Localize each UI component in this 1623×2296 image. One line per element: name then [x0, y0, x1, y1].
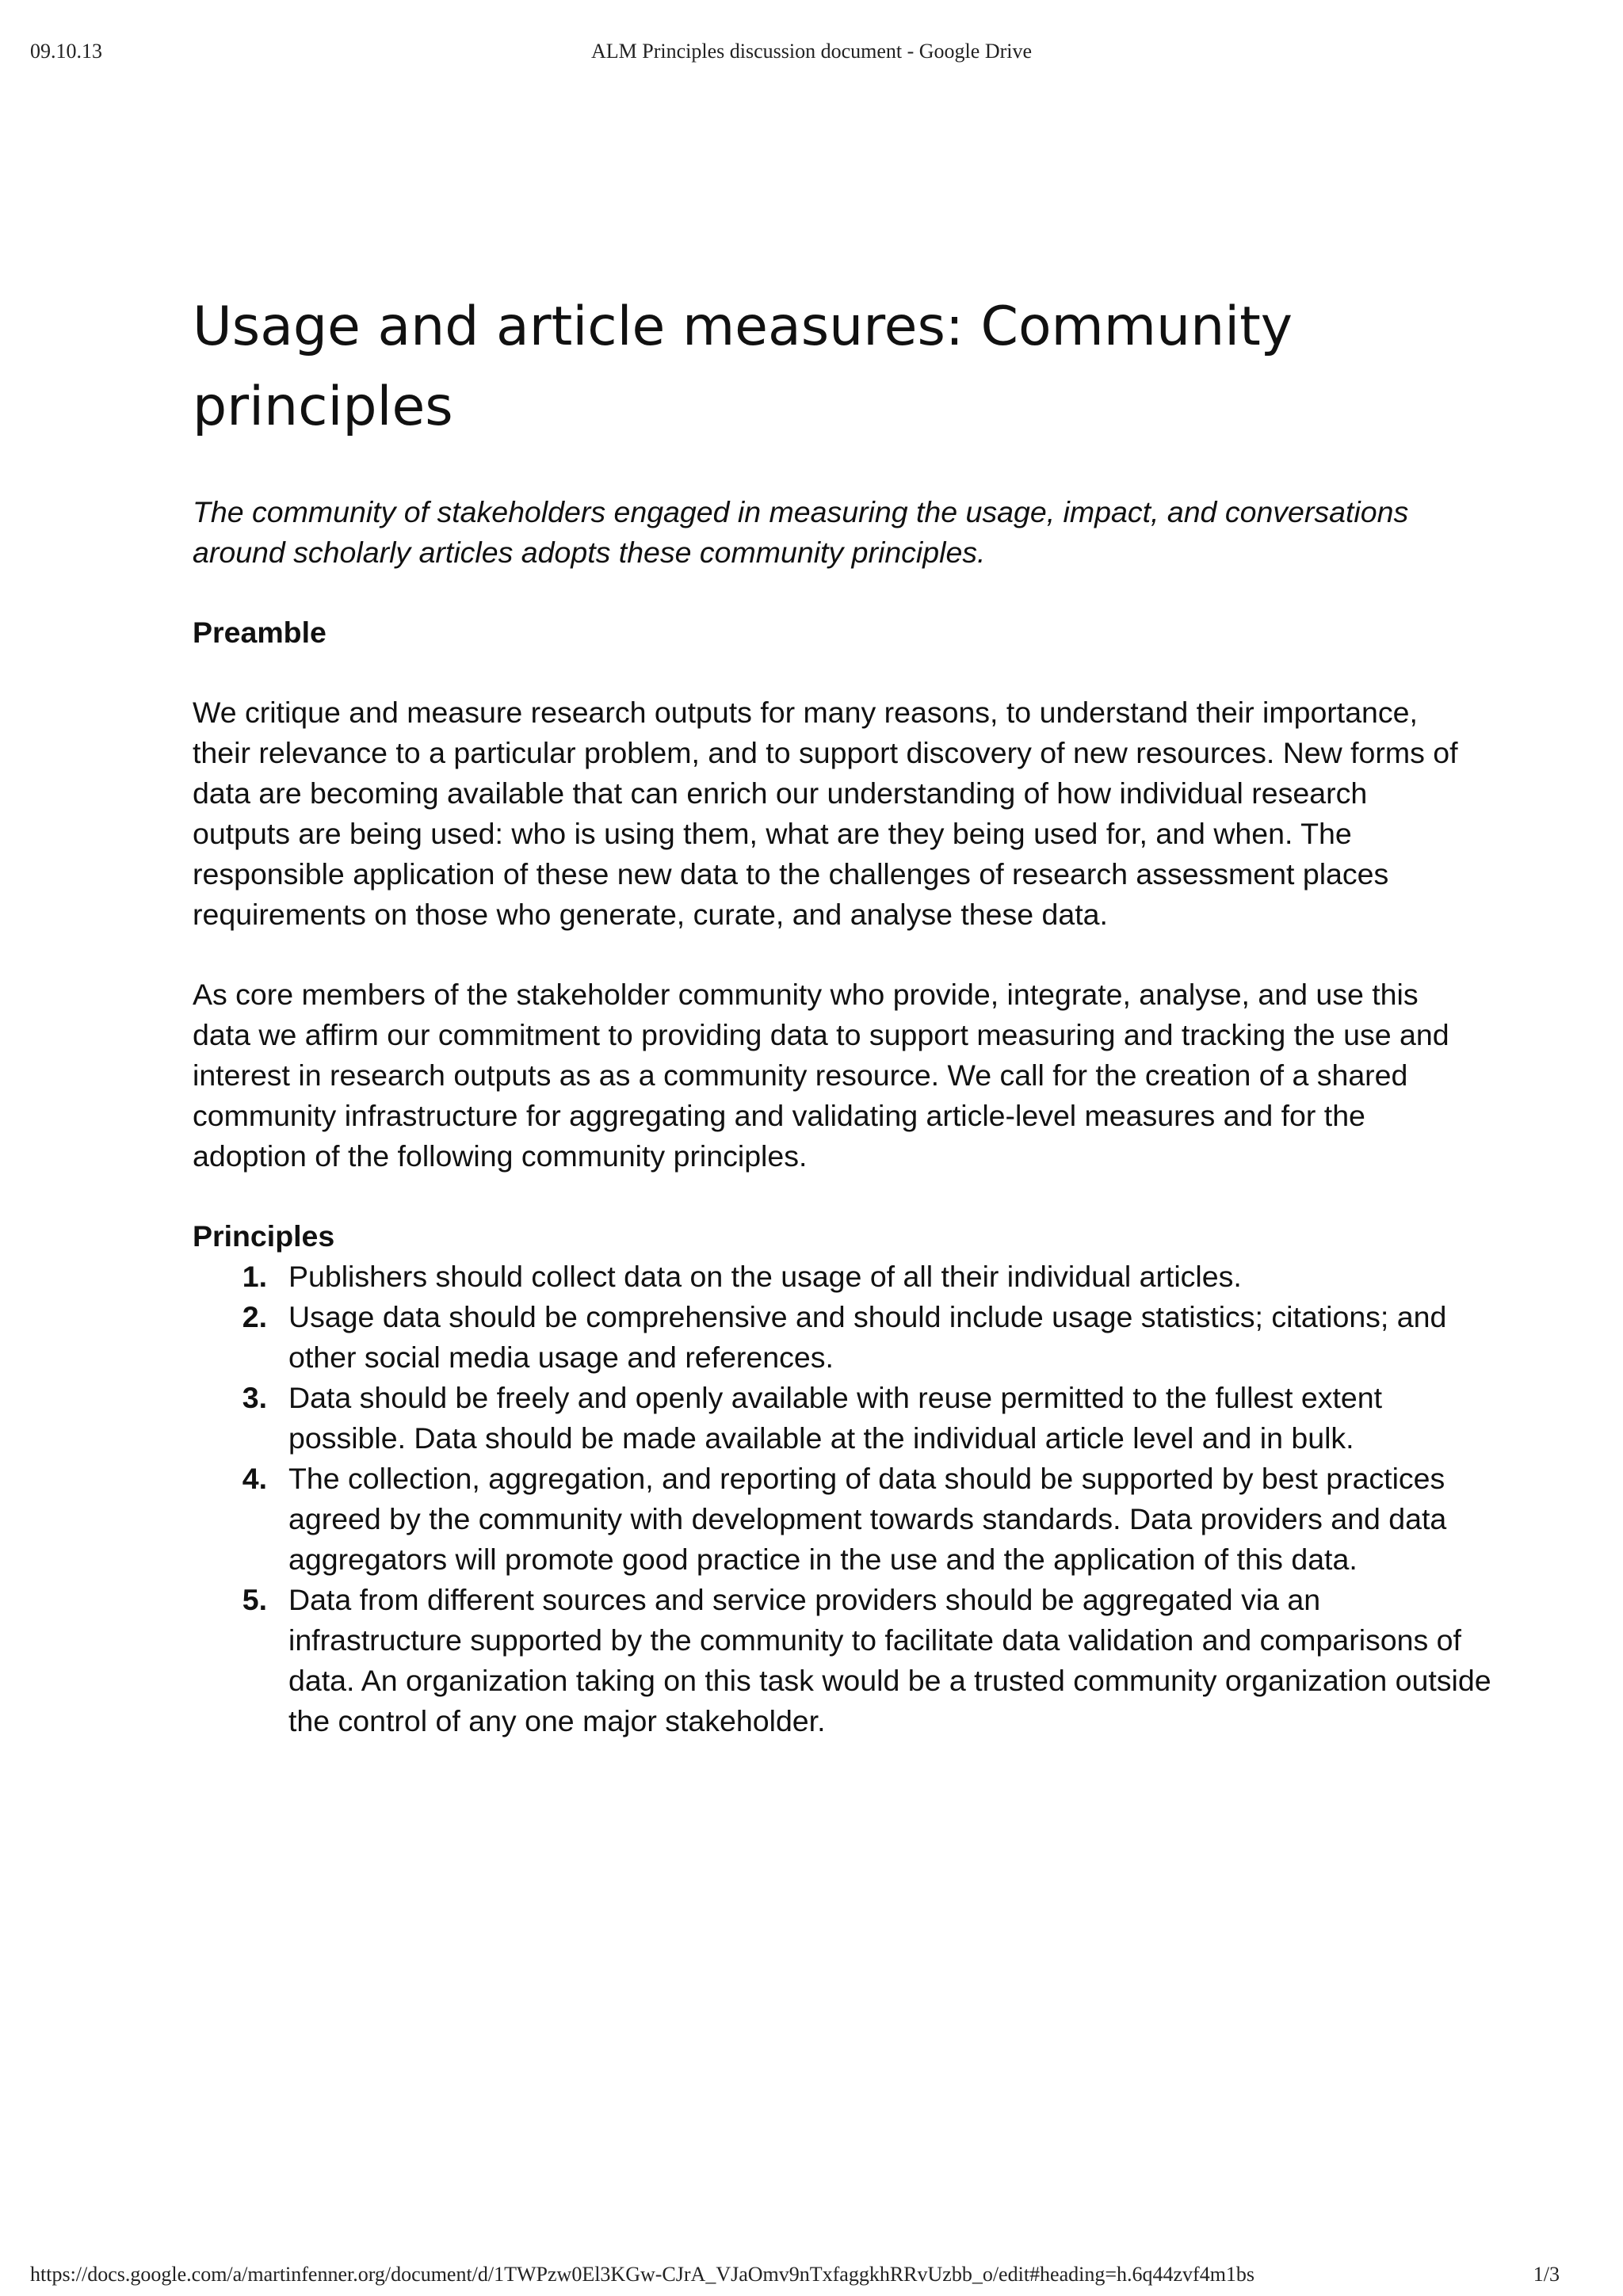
document-title: Usage and article measures: Community principles [193, 296, 1293, 438]
print-url: https://docs.google.com/a/martinfenner.org/document/d/1TWPzw0El3KGw-CJrA_VJaOmv9nTxfaggkhRRvUzbb_o/edit#heading=h.6q44zvf4m1bs [30, 2263, 1255, 2286]
principle-text: Usage data should be comprehensive and should include usage statistics; citations; and other social media usage and references. [288, 1300, 1447, 1374]
principle-text: Data from different sources and service providers should be aggregated via an infrastructure supported by the community to facilitate data validation and comparisons of data. An organization taking on this task would be a trusted community organization outside the control of any one major stakeholder. [288, 1583, 1491, 1737]
preamble-paragraph: As core members of the stakeholder community who provide, integrate, analyse, and use this data we affirm our commitment to providing data to support measuring and tracking the use and interest in research outputs as as a community resource. We call for the creation of a shared community infrastructure for aggregating and validating article-level measures and for the adoption of the following community principles. [193, 978, 1449, 1173]
print-date: 09.10.13 [30, 40, 102, 63]
print-header [0, 40, 1623, 71]
principle-number: 4. [242, 1462, 267, 1495]
principle-number: 1. [242, 1260, 267, 1293]
principle-number: 2. [242, 1300, 267, 1333]
principles-heading: Principles [193, 1219, 335, 1253]
document-body [193, 287, 1491, 1741]
principle-item [193, 1459, 1493, 1580]
print-page-number: 1/3 [1533, 2263, 1560, 2286]
principle-item [193, 1378, 1493, 1459]
print-footer [0, 2263, 1623, 2294]
preamble-paragraph: We critique and measure research outputs for many reasons, to understand their importance, their relevance to a particular problem, and to support discovery of new resources. New forms of data are becoming available that can enrich our understanding of how individual research outputs are being used: who is using them, what are they being used for, and when. The responsible application of these new data to the challenges of research assessment places requirements on those who generate, curate, and analyse these data. [193, 696, 1458, 931]
principle-item [193, 1257, 1493, 1297]
intro-paragraph: The community of stakeholders engaged in measuring the usage, impact, and conversations around scholarly articles adopts these community principles. [193, 495, 1409, 569]
principle-text: Publishers should collect data on the usage of all their individual articles. [288, 1260, 1242, 1293]
principle-text: Data should be freely and openly available with reuse permitted to the fullest extent possible. Data should be made available at the individual article level and in bulk. [288, 1381, 1382, 1455]
preamble-heading: Preamble [193, 616, 327, 649]
principle-item [193, 1297, 1493, 1378]
principle-number: 5. [242, 1583, 267, 1616]
principle-number: 3. [242, 1381, 267, 1414]
principles-list [193, 1257, 1491, 1741]
principle-text: The collection, aggregation, and reporting of data should be supported by best practices agreed by the community with development towards standards. Data providers and data aggregators will promote good practice in the use and the application of this data. [288, 1462, 1447, 1576]
print-title: ALM Principles discussion document - Google Drive [590, 40, 1033, 63]
principle-item [193, 1580, 1493, 1741]
